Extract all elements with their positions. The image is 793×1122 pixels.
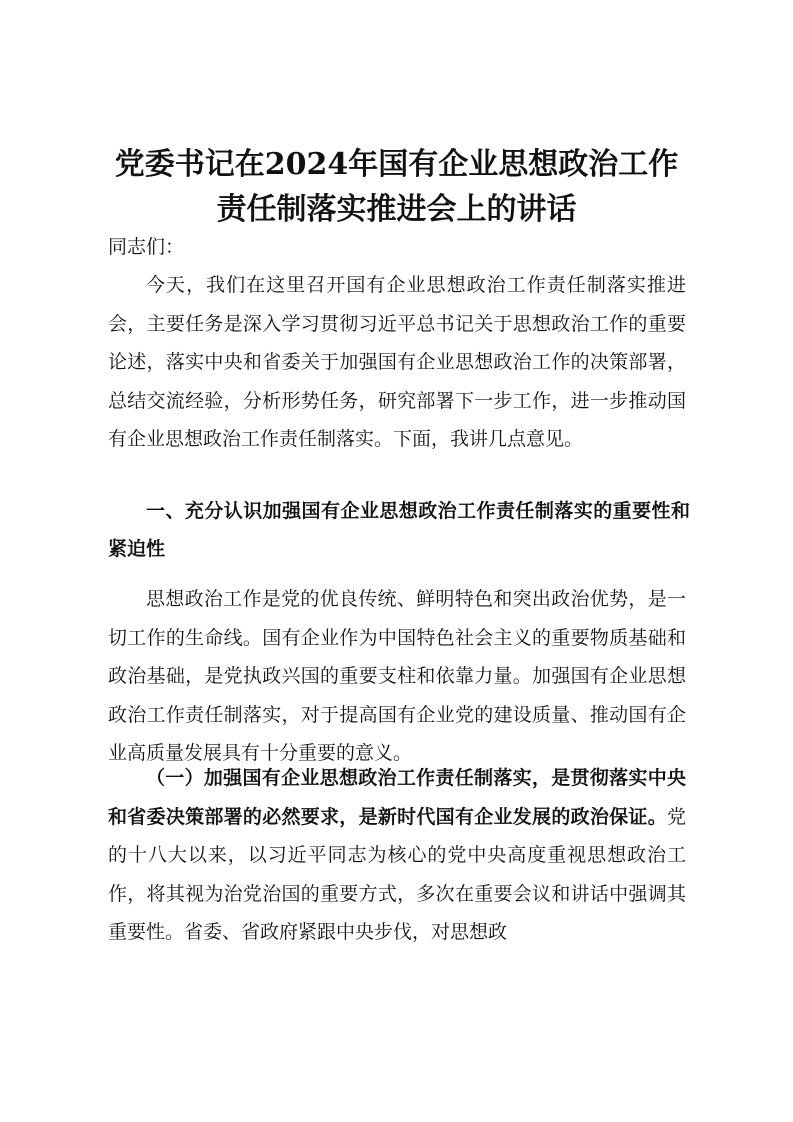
subsection-1-body: 党的十八大以来，以习近平同志为核心的党中央高度重视思想政治工作，将其视为治党治国的重要方式，多次在重要会议和讲话中强调其重要性。省委、省政府紧跟中央步伐，对思想政: [108, 805, 686, 943]
section-heading-1: 一、充分认识加强国有企业思想政治工作责任制落实的重要性和紧迫性: [108, 500, 690, 560]
subsection-1-lead: （一）加强国有企业思想政治工作责任制落实，是贯彻落实中央和省委决策部署的必然要求，是新时代国有企业发展的政治保证。: [108, 767, 686, 828]
document-title: 党委书记在2024年国有企业思想政治工作责任制落实推进会上的讲话: [114, 147, 679, 227]
section-1-paragraph: 思想政治工作是党的优良传统、鲜明特色和突出政治优势，是一切工作的生命线。国有企业作为中国特色社会主义的重要物质基础和政治基础，是党执政兴国的重要支柱和依靠力量。加强国有企业思想政治工作责任制落实，对于提高国有企业党的建设质量、推动国有企业高质量发展具有十分重要的意义。: [108, 588, 686, 764]
salutation: 同志们：: [108, 236, 185, 258]
subsection-1-paragraph: [108, 759, 686, 952]
intro-paragraph: 今天，我们在这里召开国有企业思想政治工作责任制落实推进会，主要任务是深入学习贯彻习近平总书记关于思想政治工作的重要论述，落实中央和省委关于加强国有企业思想政治工作的决策部署，总结交流经验，分析形势任务，研究部署下一步工作，进一步推动国有企业思想政治工作责任制落实。下面，我讲几点意见。: [108, 274, 686, 450]
